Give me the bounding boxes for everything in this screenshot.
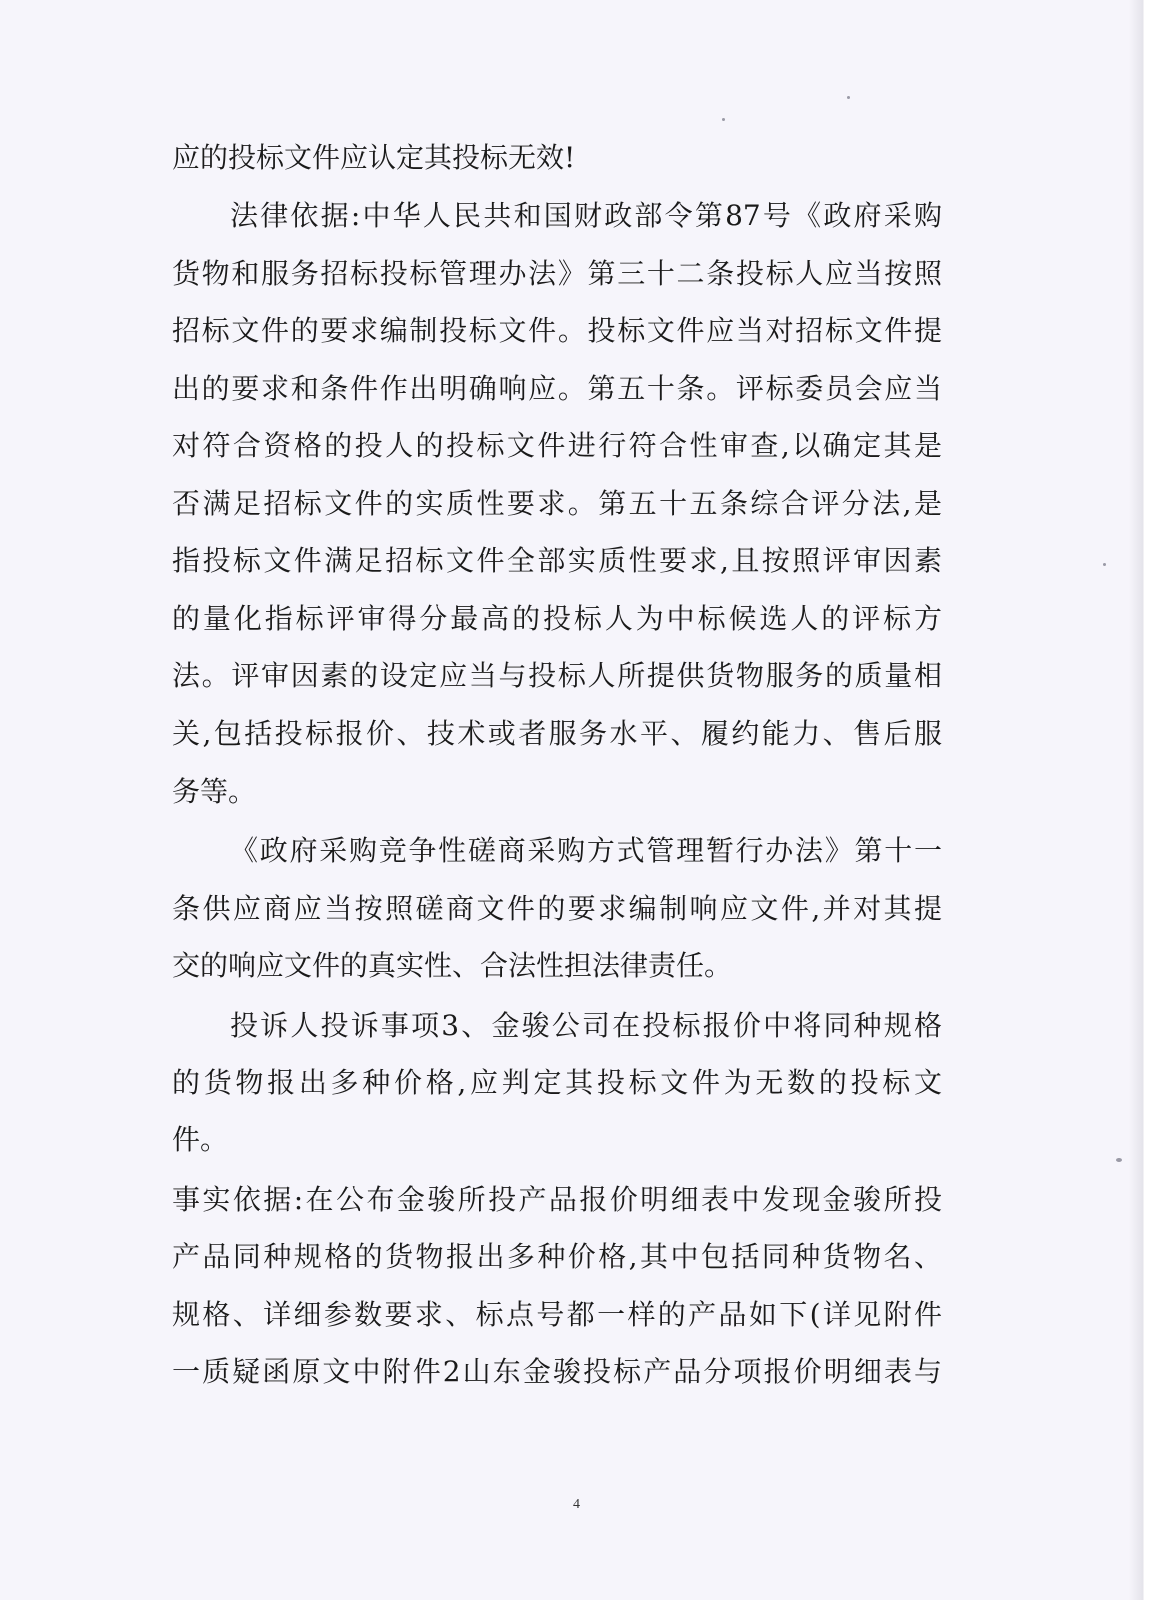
text-line: 《政府采购竞争性磋商采购方式管理暂行办法》第十一 (230, 834, 942, 867)
text-line: 对符合资格的投人的投标文件进行符合性审查,以确定其是 (172, 429, 942, 462)
scan-speck (722, 118, 725, 121)
text-line: 招标文件的要求编制投标文件。投标文件应当对招标文件提 (172, 314, 942, 347)
text-line: 条供应商应当按照磋商文件的要求编制响应文件,并对其提 (172, 892, 942, 925)
scan-speck (1116, 1158, 1122, 1162)
text-line: 交的响应文件的真实性、合法性担法律责任。 (172, 949, 733, 982)
text-line: 产品同种规格的货物报出多种价格,其中包括同种货物名、 (172, 1240, 942, 1273)
text-line: 货物和服务招标投标管理办法》第三十二条投标人应当按照 (172, 257, 942, 290)
text-line: 事实依据:在公布金骏所投产品报价明细表中发现金骏所投 (172, 1183, 942, 1216)
text-line: 法律依据:中华人民共和国财政部令第87号《政府采购 (230, 199, 942, 232)
text-line: 务等。 (172, 775, 257, 808)
scan-speck (847, 96, 850, 99)
page-number: 4 (573, 1497, 580, 1512)
scan-edge (1129, 0, 1153, 1600)
text-line: 一质疑函原文中附件2山东金骏投标产品分项报价明细表与 (172, 1355, 942, 1388)
text-line: 件。 (172, 1123, 229, 1156)
text-line: 法。评审因素的设定应当与投标人所提供货物服务的质量相 (172, 659, 942, 692)
text-line: 关,包括投标报价、技术或者服务水平、履约能力、售后服 (172, 717, 942, 750)
text-line: 否满足招标文件的实质性要求。第五十五条综合评分法,是 (172, 487, 942, 520)
text-line: 出的要求和条件作出明确响应。第五十条。评标委员会应当 (172, 372, 942, 405)
text-line: 指投标文件满足招标文件全部实质性要求,且按照评审因素 (172, 544, 942, 577)
text-line: 投诉人投诉事项3、金骏公司在投标报价中将同种规格 (230, 1009, 942, 1042)
scan-speck (1103, 563, 1106, 566)
text-line: 的量化指标评审得分最高的投标人为中标候选人的评标方 (172, 602, 942, 635)
text-line: 应的投标文件应认定其投标无效! (172, 141, 576, 174)
text-line: 的货物报出多种价格,应判定其投标文件为无数的投标文 (172, 1066, 942, 1099)
text-line: 规格、详细参数要求、标点号都一样的产品如下(详见附件 (172, 1298, 942, 1331)
